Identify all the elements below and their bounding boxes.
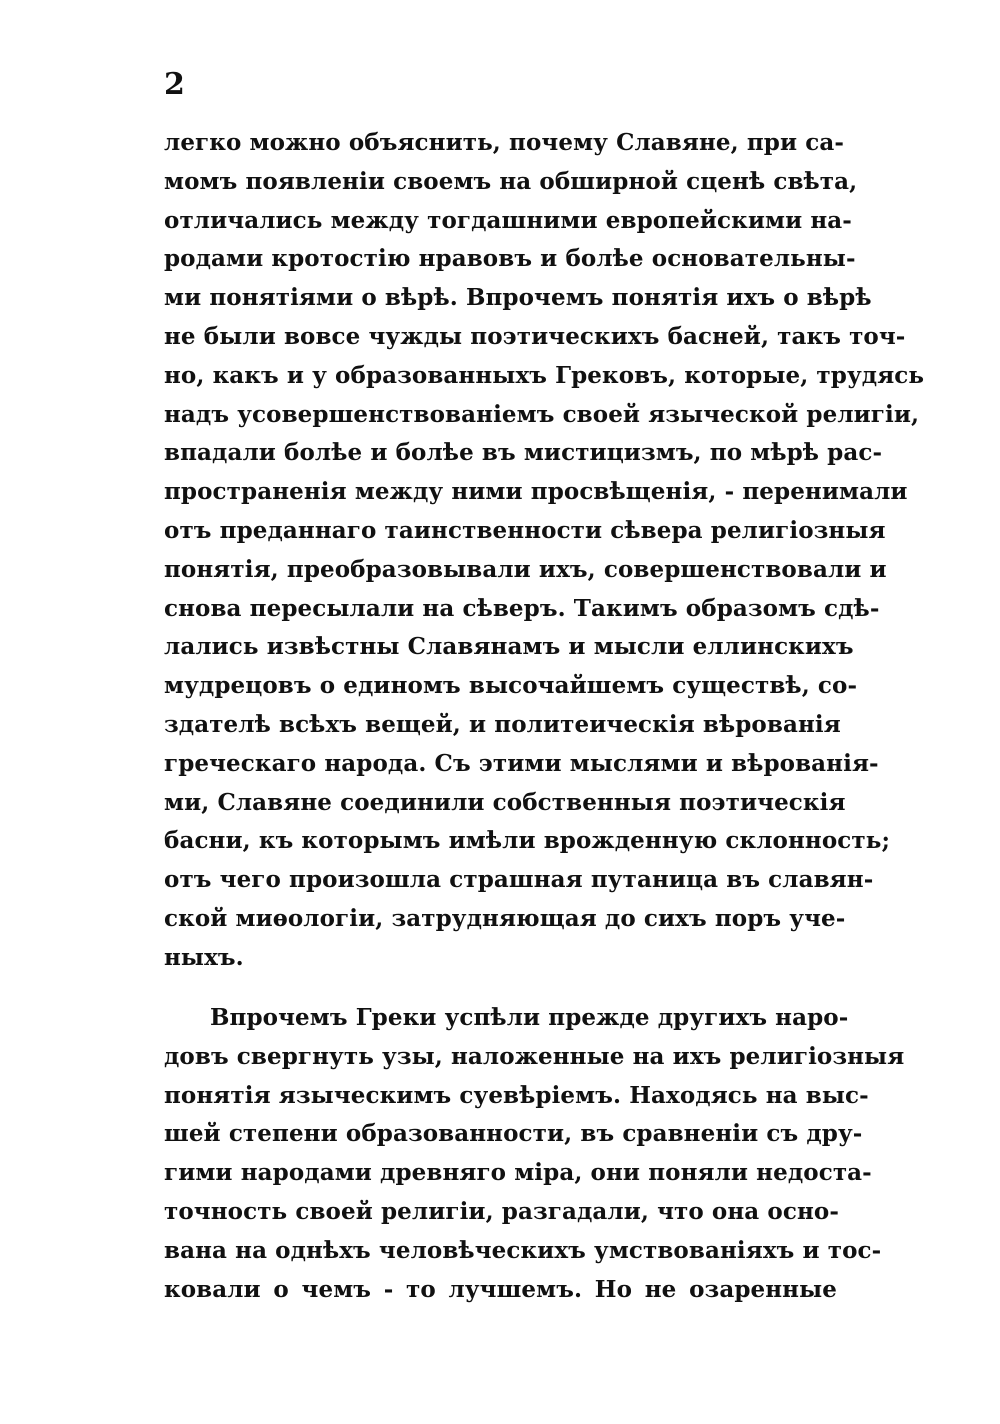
text-line: ныхъ. xyxy=(164,943,244,971)
text-line: Впрочемъ Греки успѣли прежде другихъ наро- xyxy=(210,1004,849,1031)
text-line: отъ чего произошла страшная путаница въ славян- xyxy=(164,866,874,894)
text-line: здателѣ всѣхъ вещей, и политеическія вѣрованія xyxy=(164,710,841,738)
text-line: надъ усовершенствованіемъ своей языческой религіи, xyxy=(164,400,920,428)
text-line: отличались между тогдашними европейскими на- xyxy=(164,206,852,234)
text-line: ковали о чемъ - то лучшемъ. Но не озаренные xyxy=(164,1275,837,1303)
text-line: лались извѣстны Славянамъ и мысли еллинскихъ xyxy=(164,633,854,661)
text-line: точность своей религіи, разгадали, что она осно- xyxy=(164,1197,839,1225)
text-line: легко можно объяснить, почему Славяне, при са- xyxy=(164,129,844,156)
text-line: отъ преданнаго таинственности сѣвера религіозныя xyxy=(164,516,886,544)
text-line: басни, къ которымъ имѣли врожденную склонность; xyxy=(164,827,891,855)
text-line: понятія, преобразовывали ихъ, совершенствовали и xyxy=(164,555,887,583)
text-line: ской миѳологіи, затрудняющая до сихъ поръ уче- xyxy=(164,904,846,932)
text-line: греческаго народа. Съ этими мыслями и вѣрованія- xyxy=(164,749,879,777)
text-line: довъ свергнуть узы, наложенные на ихъ религіозныя xyxy=(164,1042,905,1070)
paragraph-2 xyxy=(164,999,905,1309)
text-line: но, какъ и у образованныхъ Грековъ, которые, трудясь xyxy=(164,361,925,389)
text-line: родами кротостію нравовъ и болѣе основательны- xyxy=(164,245,856,273)
text-line: ми, Славяне соединили собственныя поэтическія xyxy=(164,788,846,816)
text-line: мудрецовъ о единомъ высочайшемъ существѣ, со- xyxy=(164,672,858,700)
text-line: момъ появленіи своемъ на обширной сценѣ свѣта, xyxy=(164,167,858,195)
text-line: гими народами древняго міра, они поняли недоста- xyxy=(164,1159,872,1187)
text-line: понятія языческимъ суевѣріемъ. Находясь на выс- xyxy=(164,1081,869,1109)
text-line: шей степени образованности, въ сравненіи съ дру- xyxy=(164,1120,863,1148)
page-number: 2 xyxy=(164,67,185,102)
text-line: пространенія между ними просвѣщенія, - перенимали xyxy=(164,478,908,506)
text-line: ми понятіями о вѣрѣ. Впрочемъ понятія ихъ о вѣрѣ xyxy=(164,284,872,312)
text-line: впадали болѣе и болѣе въ мистицизмъ, по мѣрѣ рас- xyxy=(164,439,883,467)
text-line: не были вовсе чужды поэтическихъ басней, такъ точ- xyxy=(164,322,906,350)
text-line: снова пересылали на сѣверъ. Такимъ образомъ сдѣ- xyxy=(164,594,880,622)
paragraph-1 xyxy=(164,124,925,978)
text-line: вана на однѣхъ человѣческихъ умствованіяхъ и тос- xyxy=(164,1236,882,1264)
